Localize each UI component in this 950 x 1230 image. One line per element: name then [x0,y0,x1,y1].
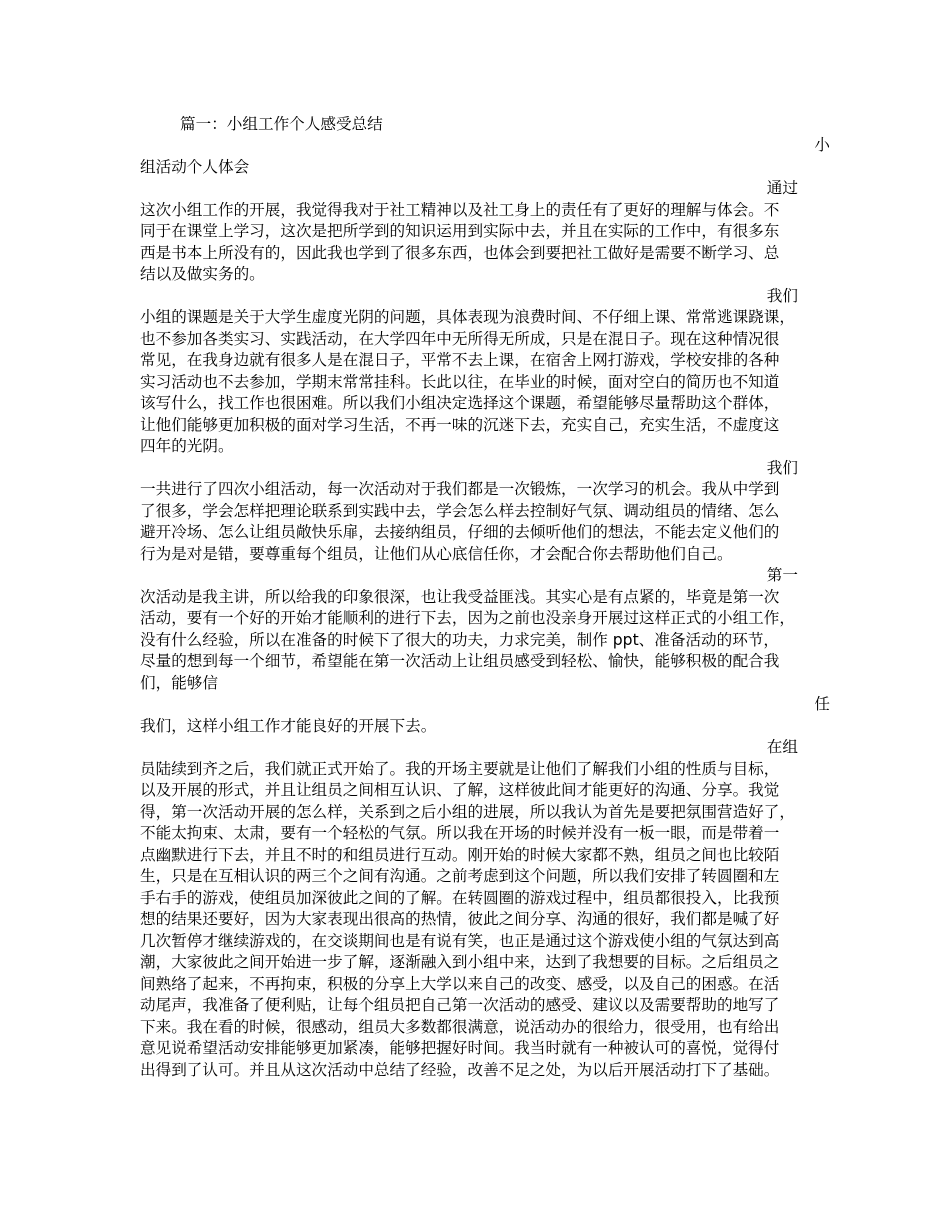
text-line: 没有什么经验，所以在准备的时候下了很大的功夫，力求完美，制作 ppt、准备活动的环节， [140,631,780,649]
text-line: 常见，在我身边就有很多人是在混日子，平常不去上课，在宿舍上网打游戏，学校安排的各种 [140,351,780,369]
text-line: 活动，要有一个好的开始才能顺利的进行下去，因为之前也没亲身开展过这样正式的小组工作， [140,609,795,627]
text-line: 让他们能够更加积极的面对学习生活，不再一味的沉迷下去，充实自己，充实生活，不虚度这 [140,416,780,434]
text-line: 我们，这样小组工作才能良好的开展下去。 [140,717,437,735]
text-line: 意见说希望活动安排能够更加紧凑，能够把握好时间。我当时就有一种被认可的喜悦，觉得付 [140,1039,780,1057]
text-line: 同于在课堂上学习，这次是把所学到的知识运用到实际中去，并且在实际的工作中，有很多东 [140,222,780,240]
text-line: 尽量的想到每一个细节，希望能在第一次活动上让组员感受到轻松、愉快，能够积极的配合我 [140,652,780,670]
text-line: 员陆续到齐之后，我们就正式开始了。我的开场主要就是让他们了解我们小组的性质与目标， [140,760,780,778]
text-line: 出得到了认可。并且从这次活动中总结了经验，改善不足之处，为以后开展活动打下了基础。 [140,1061,780,1079]
text-line: 下来。我在看的时候，很感动，组员大多数都很满意，说活动办的很给力，很受用，也有给出 [140,1018,780,1036]
text-line: 该写什么，找工作也很困难。所以我们小组决定选择这个课题，希望能够尽量帮助这个群体， [140,394,780,412]
text-line: 们，能够信 [140,674,218,692]
text-line: 四年的光阴。 [140,437,234,455]
text-line: 小组的课题是关于大学生虚度光阴的问题，具体表现为浪费时间、不仔细上课、常常逃课跷课， [140,308,795,326]
text-line: 西是书本上所没有的，因此我也学到了很多东西，也体会到要把社工做好是需要不断学习、总 [140,244,780,262]
text-line: 动尾声，我准备了便利贴，让每个组员把自己第一次活动的感受、建议以及需要帮助的地写了 [140,996,780,1014]
text-line: 在组 [766,738,798,756]
text-line: 组活动个人体会 [140,158,250,176]
text-line: 实习活动也不去参加，学期末常常挂科。长此以往，在毕业的时候，面对空白的简历也不知道 [140,373,780,391]
text-line: 间熟络了起来，不再拘束，积极的分享上大学以来自己的改变、感受，以及自己的困惑。在活 [140,975,780,993]
text-line: 一共进行了四次小组活动，每一次活动对于我们都是一次锻炼，一次学习的机会。我从中学到 [140,480,780,498]
text-line: 我们 [766,287,798,305]
text-line: 通过 [766,179,798,197]
text-line: 手右手的游戏，使组员加深彼此之间的了解。在转圆圈的游戏过程中，组员都很投入，比我预 [140,889,780,907]
text-line: 得，第一次活动开展的怎么样，关系到之后小组的进展，所以我认为首先是要把氛围营造好了， [140,803,795,821]
document-title: 篇一：小组工作个人感受总结 [180,115,383,133]
text-line: 我们 [766,459,798,477]
text-line: 小 [814,136,830,154]
text-line: 潮，大家彼此之间开始进一步了解，逐渐融入到小组中来，达到了我想要的目标。之后组员之 [140,953,780,971]
text-line: 几次暂停才继续游戏的，在交谈期间也是有说有笑，也正是通过这个游戏使小组的气氛达到高 [140,932,780,950]
text-line: 这次小组工作的开展，我觉得我对于社工精神以及社工身上的责任有了更好的理解与体会。不 [140,201,780,219]
text-line: 行为是对是错，要尊重每个组员，让他们从心底信任你，才会配合你去帮助他们自己。 [140,545,733,563]
text-line: 结以及做实务的。 [140,265,265,283]
text-line: 次活动是我主讲，所以给我的印象很深，也让我受益匪浅。其实心是有点紧的，毕竟是第一次 [140,588,780,606]
text-line: 避开冷场、怎么让组员敞快乐扉，去接纳组员，仔细的去倾听他们的想法，不能去定义他们的 [140,523,780,541]
text-line: 点幽默进行下去，并且不时的和组员进行互动。刚开始的时候大家都不熟，组员之间也比较陌 [140,846,780,864]
text-line: 任 [814,695,830,713]
text-line: 想的结果还要好，因为大家表现出很高的热情，彼此之间分享、沟通的很好，我们都是喊了好 [140,910,780,928]
text-line: 不能太拘束、太肃，要有一个轻松的气氛。所以我在开场的时候并没有一板一眼，而是带着一 [140,824,780,842]
text-line: 了很多，学会怎样把理论联系到实践中去，学会怎么样去控制好气氛、调动组员的情绪、怎么 [140,502,780,520]
text-line: 以及开展的形式，并且让组员之间相互认识、了解，这样彼此间才能更好的沟通、分享。我觉 [140,781,780,799]
text-line: 第一 [766,566,798,584]
text-line: 也不参加各类实习、实践活动，在大学四年中无所得无所成，只是在混日子。现在这种情况很 [140,330,780,348]
text-line: 生，只是在互相认识的两三个之间有沟通。之前考虑到这个问题，所以我们安排了转圆圈和左 [140,867,780,885]
